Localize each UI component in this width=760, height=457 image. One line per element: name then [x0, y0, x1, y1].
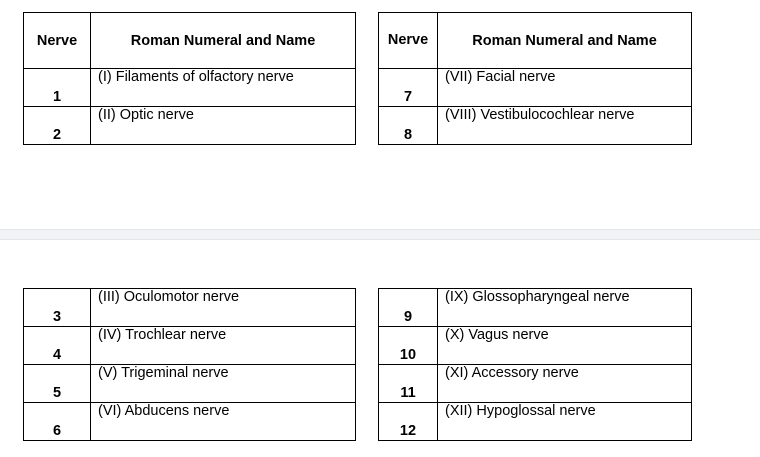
name-column-header: Roman Numeral and Name: [91, 13, 356, 69]
table-row: [24, 289, 356, 327]
nerve-column-header-text: Nerve: [387, 32, 429, 48]
nerve-column-header: [379, 13, 438, 69]
nerve-number: 8: [379, 107, 438, 145]
nerve-column-header: Nerve: [24, 13, 91, 69]
nerve-name: (VIII) Vestibulocochlear nerve: [438, 107, 692, 145]
page-break-divider: [0, 229, 760, 240]
name-column-header: Roman Numeral and Name: [438, 13, 692, 69]
table-row: [379, 107, 692, 145]
nerve-name: (II) Optic nerve: [91, 107, 356, 145]
table-row: [379, 365, 692, 403]
table-row: [24, 69, 356, 107]
nerve-number: 6: [24, 403, 91, 441]
nerve-number: 7: [379, 69, 438, 107]
nerve-name: (III) Oculomotor nerve: [91, 289, 356, 327]
cranial-nerve-table-2: [378, 12, 692, 145]
table-row: [379, 327, 692, 365]
table-header-row: [379, 13, 692, 69]
nerve-number: 5: [24, 365, 91, 403]
nerve-name: (VI) Abducens nerve: [91, 403, 356, 441]
nerve-name: (X) Vagus nerve: [438, 327, 692, 365]
nerve-number: 4: [24, 327, 91, 365]
table-row: [24, 365, 356, 403]
nerve-number: 10: [379, 327, 438, 365]
table-row: [379, 289, 692, 327]
cranial-nerve-table-4: [378, 288, 692, 441]
cranial-nerve-table-3: [23, 288, 356, 441]
nerve-number: 2: [24, 107, 91, 145]
nerve-number: 12: [379, 403, 438, 441]
nerve-name: (XII) Hypoglossal nerve: [438, 403, 692, 441]
nerve-number: 3: [24, 289, 91, 327]
nerve-number: 1: [24, 69, 91, 107]
table-row: [24, 107, 356, 145]
table-row: [379, 69, 692, 107]
nerve-name: (VII) Facial nerve: [438, 69, 692, 107]
nerve-name: (V) Trigeminal nerve: [91, 365, 356, 403]
table-row: [24, 403, 356, 441]
cranial-nerve-table-1: [23, 12, 356, 145]
table-row: [379, 403, 692, 441]
table-header-row: [24, 13, 356, 69]
nerve-number: 11: [379, 365, 438, 403]
nerve-number: 9: [379, 289, 438, 327]
table-row: [24, 327, 356, 365]
nerve-name: (I) Filaments of olfactory nerve: [91, 69, 356, 107]
nerve-name: (IV) Trochlear nerve: [91, 327, 356, 365]
nerve-name: (IX) Glossopharyngeal nerve: [438, 289, 692, 327]
nerve-name: (XI) Accessory nerve: [438, 365, 692, 403]
